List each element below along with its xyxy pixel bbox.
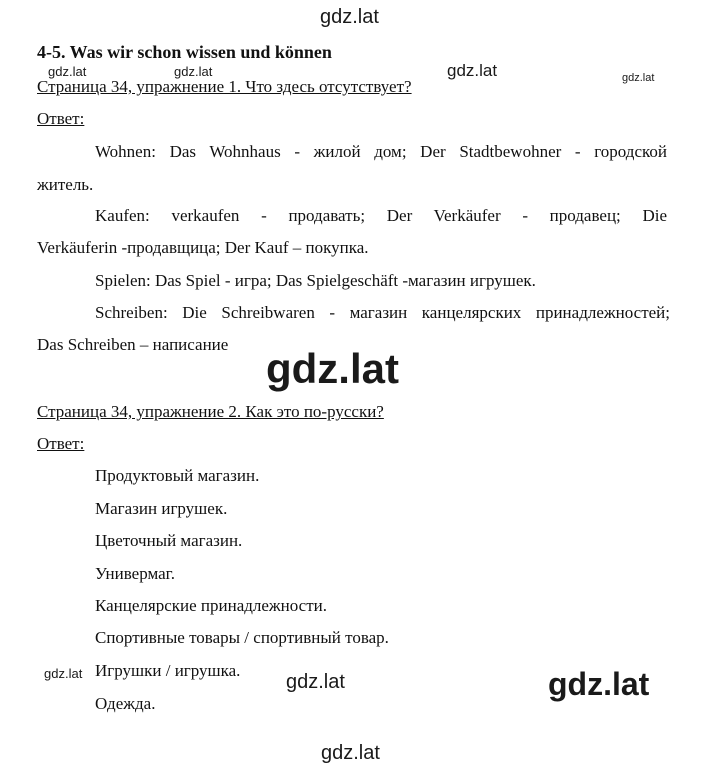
ex1-p1-line2: житель.	[37, 175, 94, 194]
ex2-item: Магазин игрушек.	[95, 499, 228, 518]
watermark-small-2: gdz.lat	[174, 64, 213, 79]
ex2-item: Одежда.	[95, 694, 156, 713]
page-heading: 4-5. Was wir schon wissen und können	[37, 42, 332, 62]
watermark-small-1: gdz.lat	[48, 64, 87, 79]
watermark-big-center: gdz.lat	[266, 345, 399, 392]
ex1-p2-line1: Kaufen: verkaufen - продавать; Der Verkäufer - продавец; Die	[95, 206, 667, 225]
ex2-item: Игрушки / игрушка.	[95, 661, 241, 680]
exercise-2-answer-label: Ответ:	[37, 434, 85, 453]
watermark-top: gdz.lat	[320, 6, 379, 28]
ex1-p3-line1: Spielen: Das Spiel - игра; Das Spielgeschäft -магазин игрушек.	[95, 271, 536, 290]
ex2-item: Продуктовый магазин.	[95, 466, 260, 485]
watermark-bottom-mid: gdz.lat	[286, 671, 345, 693]
ex1-p4-line1: Schreiben: Die Schreibwaren - магазин канцелярских принадлежностей;	[95, 303, 670, 322]
ex2-item: Канцелярские принадлежности.	[95, 596, 328, 615]
watermark-bottom: gdz.lat	[321, 742, 380, 764]
ex2-item: Цветочный магазин.	[95, 531, 243, 550]
ex2-item: Универмаг.	[95, 564, 175, 583]
exercise-2-title: Страница 34, упражнение 2. Как это по-русски?	[37, 402, 384, 421]
watermark-small-right: gdz.lat	[622, 72, 655, 84]
watermark-bottom-right: gdz.lat	[548, 666, 650, 702]
watermark-bottom-left: gdz.lat	[44, 666, 83, 681]
exercise-1-answer-label: Ответ:	[37, 109, 85, 128]
ex1-p1-line1: Wohnen: Das Wohnhaus - жилой дом; Der Stadtbewohner - городской	[95, 142, 667, 161]
exercise-1-title: Страница 34, упражнение 1. Что здесь отсутствует?	[37, 77, 412, 96]
ex1-p4-line2: Das Schreiben – написание	[37, 335, 229, 354]
ex2-item: Спортивные товары / спортивный товар.	[95, 628, 389, 647]
ex1-p2-line2: Verkäuferin -продавщица; Der Kauf – покупка.	[37, 238, 369, 257]
watermark-mid-top: gdz.lat	[447, 61, 498, 80]
